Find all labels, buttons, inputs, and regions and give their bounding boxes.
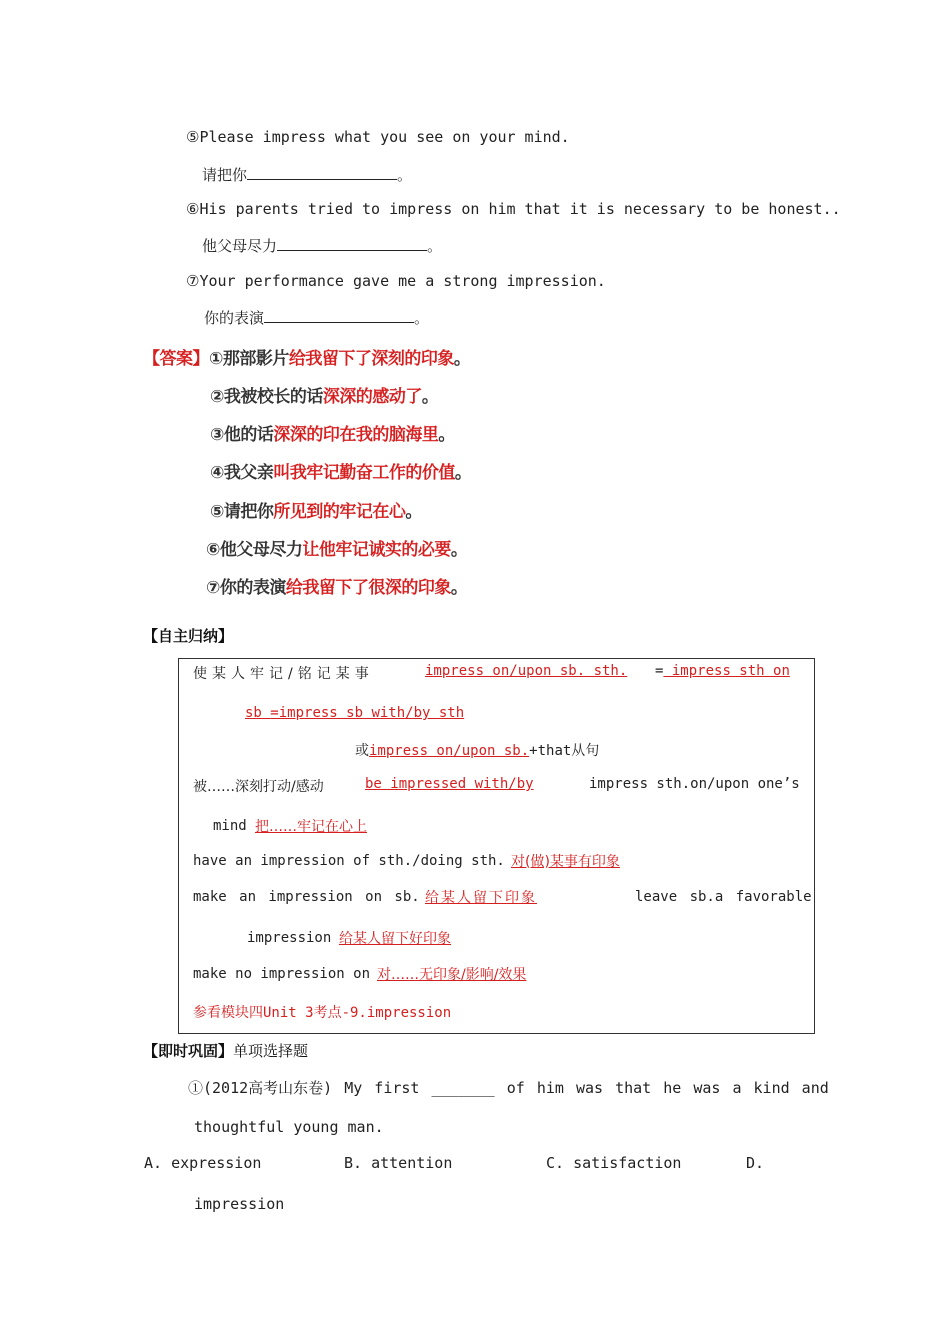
summary-line-2: sb =impress sb with/by sth: [245, 705, 465, 721]
option-b[interactable]: B. attention: [344, 1154, 453, 1172]
summary-line-7-b: leave sb.a favorable: [635, 889, 812, 905]
summary-line-5-label: mind: [213, 818, 247, 834]
answer-line-7: ⑦你的表演给我留下了很深的印象。: [206, 578, 468, 598]
summary-line-4-label: 被……深刻打动/感动: [193, 779, 324, 795]
answer-line-1: 【答案】①那部影片给我留下了深刻的印象。: [143, 349, 471, 369]
exercise-5-cn: 请把你 。: [202, 166, 413, 184]
summary-line-8-a: 给某人留下好印象: [339, 931, 451, 947]
summary-line-1-b: = impress sth on: [655, 663, 790, 679]
answer-line-4: ④我父亲叫我牢记勤奋工作的价值。: [210, 463, 472, 483]
option-d[interactable]: D.: [746, 1154, 765, 1172]
summary-line-8-label: impression: [247, 930, 332, 946]
summary-line-6-label: have an impression of sth./doing sth.: [193, 853, 505, 869]
answer-blank[interactable]: [247, 165, 397, 180]
summary-line-9-a: 对……无印象/影响/效果: [377, 967, 527, 983]
option-a[interactable]: A. expression: [144, 1154, 262, 1172]
summary-line-1-a: impress on/upon sb. sth.: [425, 663, 628, 679]
summary-line-7-a: 给某人留下印象: [425, 890, 537, 906]
practice-heading: 【即时巩固】单项选择题: [143, 1042, 309, 1060]
exercise-5-en: ⑤Please impress what you see on your mind.: [186, 128, 570, 146]
summary-line-6-a: 对(做)某事有印象: [511, 854, 620, 870]
answer-line-2: ②我被校长的话深深的感动了。: [210, 387, 439, 407]
question-1-line-2: thoughtful young man.: [194, 1118, 384, 1136]
summary-heading: 【自主归纳】: [143, 627, 234, 645]
exercise-7-en: ⑦Your performance gave me a strong impression.: [186, 272, 606, 290]
summary-line-4-b: impress sth.on/upon one’s: [589, 776, 800, 792]
summary-line-5-a: 把……牢记在心上: [255, 819, 367, 835]
exercise-6-en: ⑥His parents tried to impress on him that it is necessary to be honest..: [186, 200, 841, 218]
answer-blank[interactable]: [277, 236, 427, 251]
answer-line-6: ⑥他父母尽力让他牢记诚实的必要。: [206, 540, 468, 560]
answer-blank[interactable]: [264, 308, 414, 323]
answer-line-3: ③他的话深深的印在我的脑海里。: [210, 425, 455, 445]
option-d-text[interactable]: impression: [194, 1195, 285, 1213]
summary-box: [178, 658, 815, 1034]
summary-reference: 参看模块四Unit 3考点-9.impression: [193, 1005, 452, 1021]
summary-line-7-label: make an impression on sb.: [193, 889, 420, 905]
exercise-6-cn: 他父母尽力 。: [202, 237, 443, 255]
summary-line-1-label: 使某人牢记/铭记某事: [193, 666, 374, 682]
summary-line-3: 或impress on/upon sb.+that从句: [355, 743, 600, 759]
answer-line-5: ⑤请把你所见到的牢记在心。: [210, 502, 422, 522]
exercise-7-cn: 你的表演 。: [204, 309, 430, 327]
option-c[interactable]: C. satisfaction: [546, 1154, 682, 1172]
question-1-line-1: ①(2012高考山东卷) My first _______ of him was that he was a kind and: [188, 1079, 829, 1097]
summary-line-4-a: be impressed with/by: [365, 776, 534, 792]
summary-line-9-label: make no impression on: [193, 966, 371, 982]
